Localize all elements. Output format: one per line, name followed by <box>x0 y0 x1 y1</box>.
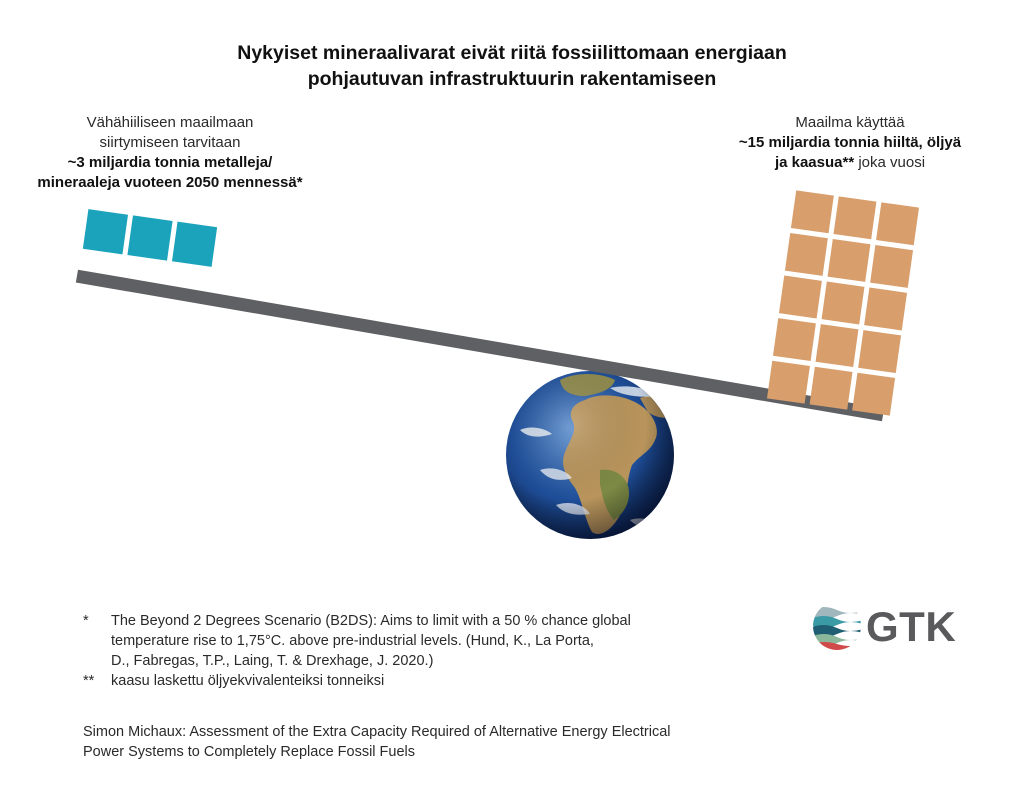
fossil-block-10 <box>773 318 816 361</box>
footnote-2 <box>83 671 384 691</box>
footnote-2-mark: ** <box>83 673 95 689</box>
fossil-block-12 <box>858 330 901 373</box>
footnote-1-line-1: The Beyond 2 Degrees Scenario (B2DS): Aims to limit with a 50 % chance global <box>111 613 631 629</box>
left-line-2: siirtymiseen tarvitaan <box>99 134 241 151</box>
fossil-block-3 <box>876 202 919 245</box>
footnote-1 <box>83 611 631 671</box>
right-line-1: Maailma käyttää <box>795 114 905 131</box>
fossil-block-1 <box>791 190 834 233</box>
beam-bar <box>76 270 884 422</box>
fossil-block-11 <box>816 324 859 367</box>
fossil-block-7 <box>779 276 822 319</box>
right-fossil-blocks <box>767 190 919 415</box>
fossil-block-6 <box>870 245 913 288</box>
left-mineral-blocks <box>83 209 217 267</box>
fossil-block-5 <box>828 239 871 282</box>
fossil-block-13 <box>767 361 810 404</box>
fossil-block-2 <box>834 196 877 239</box>
fossil-block-8 <box>822 282 865 325</box>
left-line-4: mineraaleja vuoteen 2050 mennessä* <box>37 174 303 191</box>
balance-beam <box>76 270 884 422</box>
fossil-block-14 <box>810 367 853 410</box>
footnote-2-text: kaasu laskettu öljyekvivalenteiksi tonneiksi <box>111 673 385 689</box>
earth-globe-icon <box>506 371 676 539</box>
right-line-3-rest: joka vuosi <box>854 154 926 171</box>
source-line-2: Power Systems to Completely Replace Fossil Fuels <box>83 744 416 760</box>
footnote-1-line-3: D., Fabregas, T.P., Laing, T. & Drexhage, J. 2020.) <box>111 653 434 669</box>
footnote-1-mark: * <box>83 613 89 629</box>
source-line-1: Simon Michaux: Assessment of the Extra Capacity Required of Alternative Energy Electrical <box>83 724 671 740</box>
fossil-block-15 <box>852 373 895 416</box>
mineral-block-2 <box>127 215 172 260</box>
fossil-block-4 <box>785 233 828 276</box>
fossil-block-9 <box>864 288 907 331</box>
source-citation <box>83 722 671 762</box>
title-line-2: pohjautuvan infrastruktuurin rakentamiseen <box>307 68 717 90</box>
mineral-block-1 <box>83 209 128 254</box>
mineral-block-3 <box>172 222 217 267</box>
footnote-1-line-2: temperature rise to 1,75°C. above pre-industrial levels. (Hund, K., La Porta, <box>111 633 594 649</box>
left-line-3: ~3 miljardia tonnia metalleja/ <box>67 154 273 171</box>
title-line-1: Nykyiset mineraalivarat eivät riitä fossiilittomaan energiaan <box>237 42 787 64</box>
left-line-1: Vähähiiliseen maailmaan <box>86 114 254 131</box>
logo-text: GTK <box>866 603 957 650</box>
right-line-2: ~15 miljardia tonnia hiiltä, öljyä <box>738 134 962 151</box>
right-line-3-bold: ja kaasua** <box>774 154 855 171</box>
